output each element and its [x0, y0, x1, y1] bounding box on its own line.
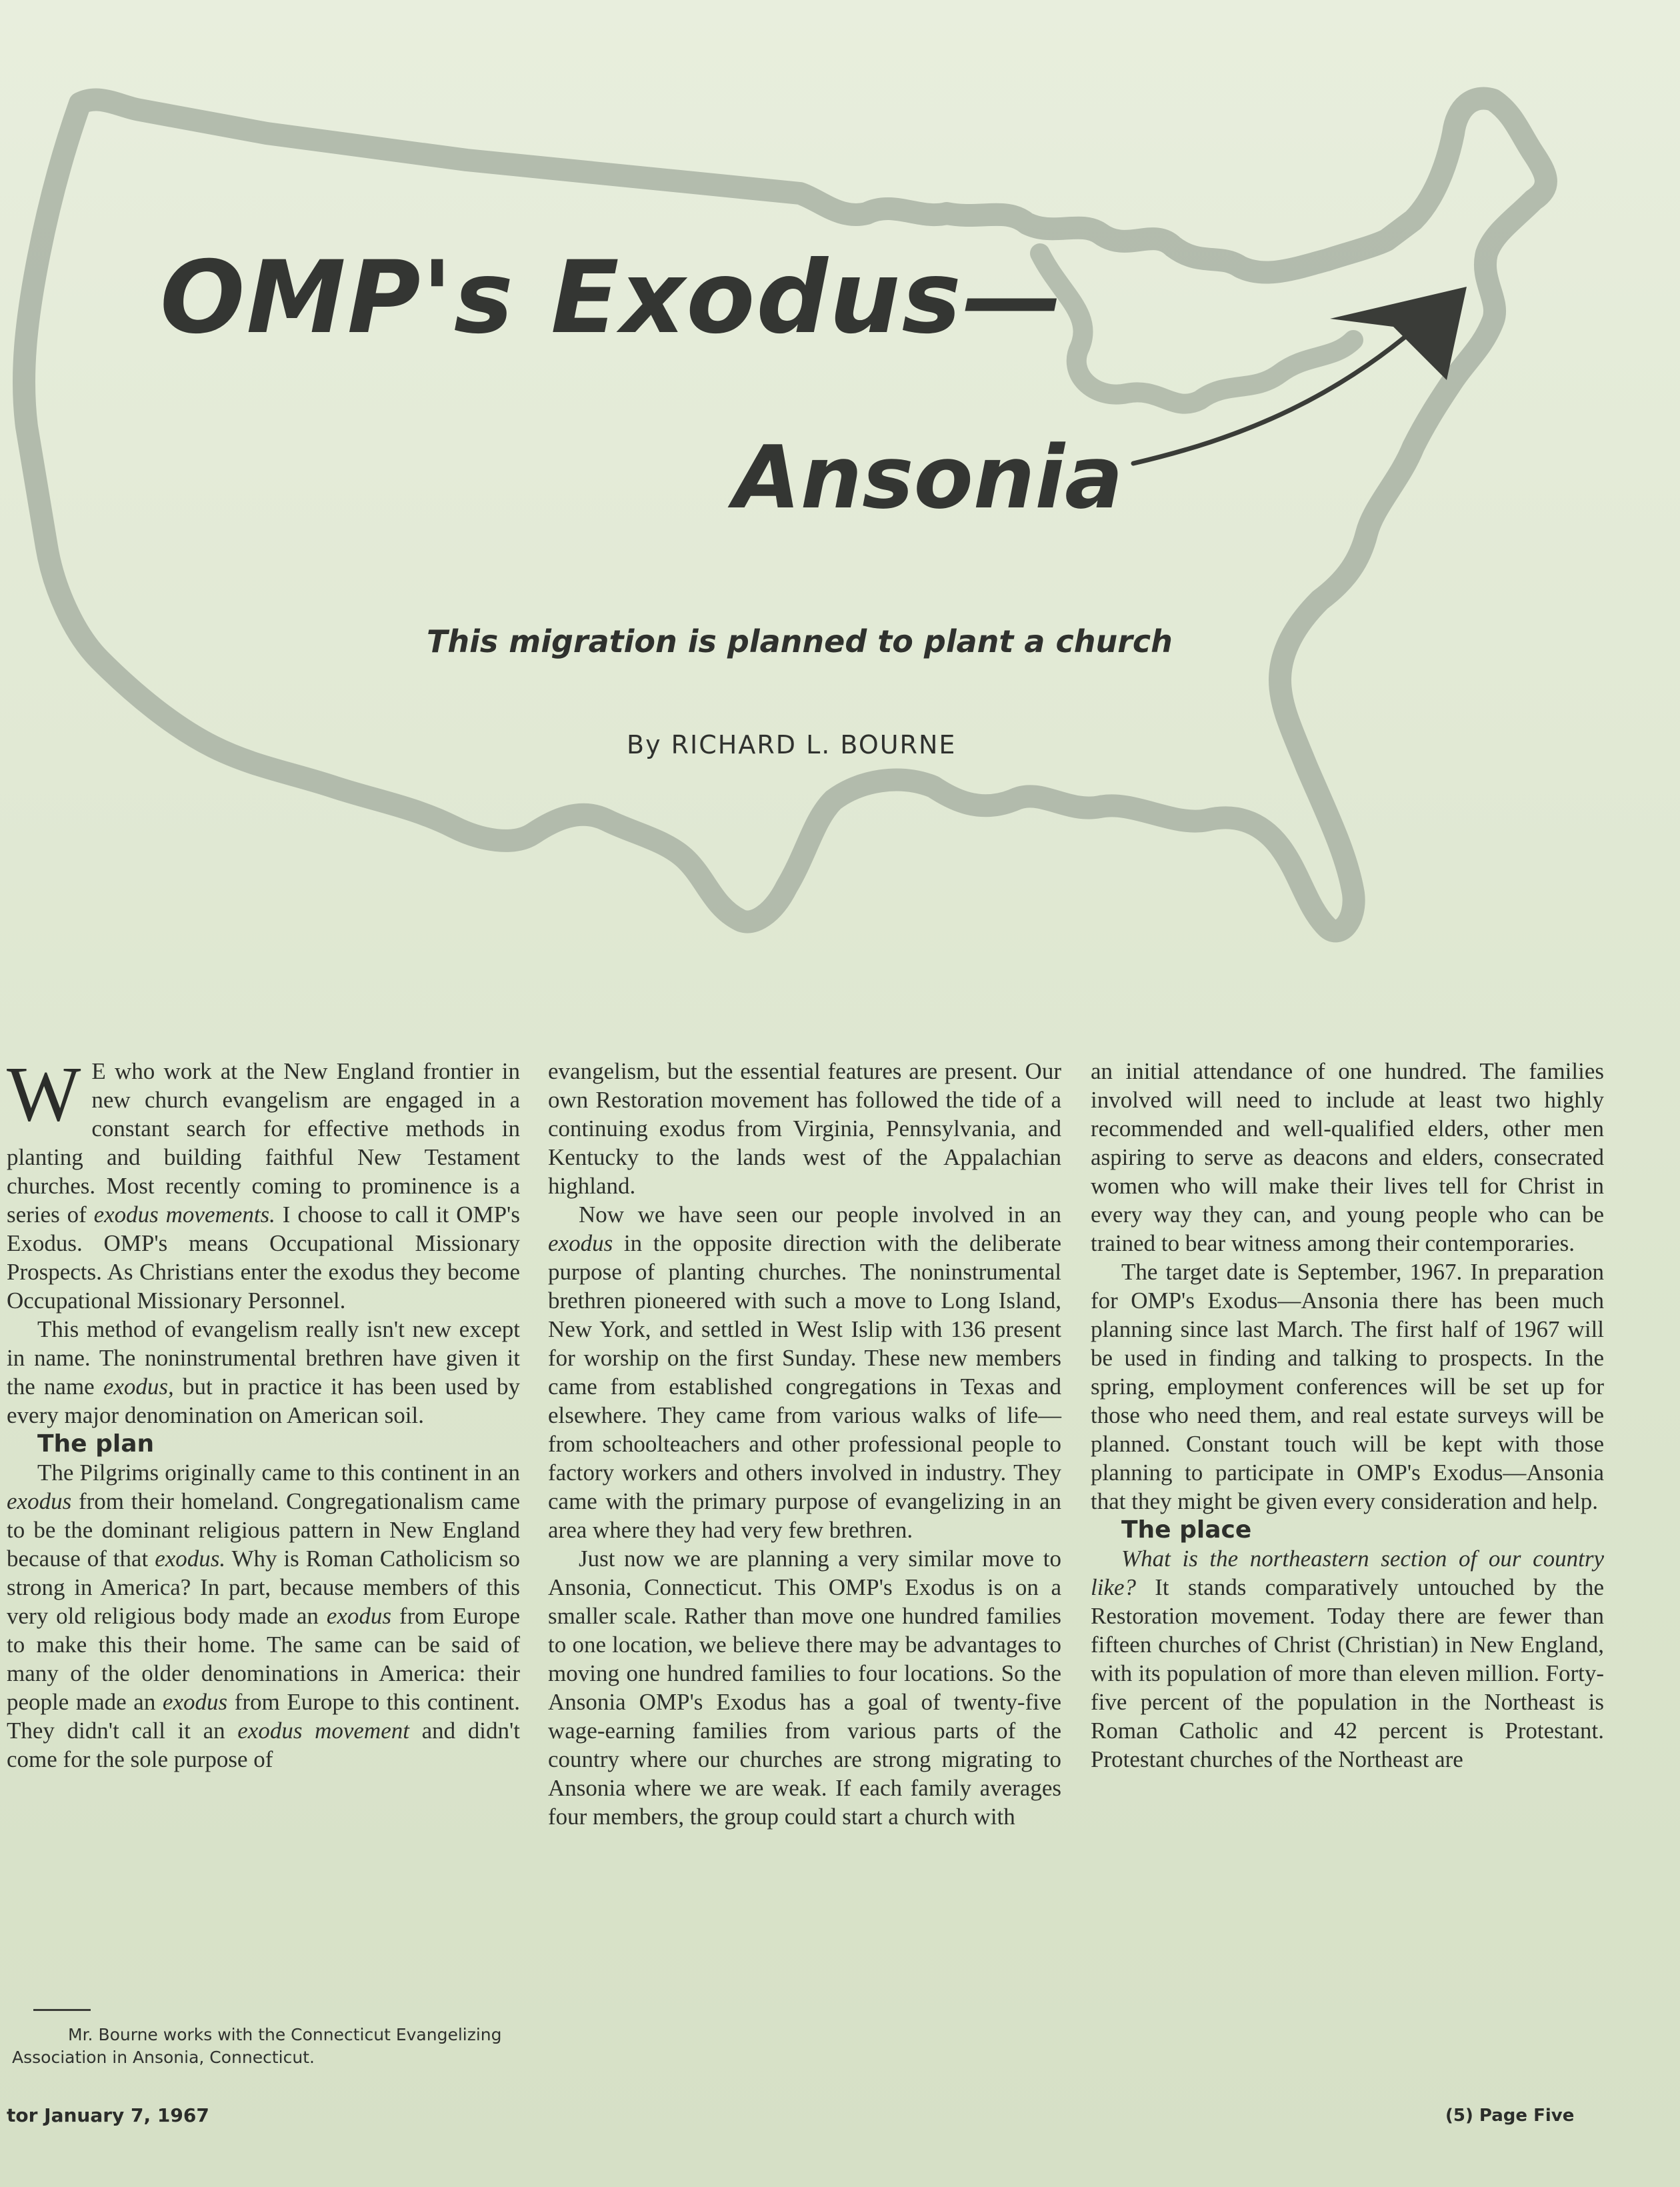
column-1 — [7, 1050, 521, 1774]
paragraph: This method of evangelism really isn't new except in name. The noninstrumental brethren have given it the name exodus, but in practice it has been used by every major denomination on American soil. — [7, 1316, 520, 1428]
paragraph: W E who work at the New England frontier in new church evangelism are engaged in a constant search for effective methods in planting and building faithful New Testament churches. Most recently coming to prominence is a series of exodus movements. I choose to call it OMP's Exodus. OMP's means Occupational Missionary Prospects. As Christians enter the exodus they become Occupational Missionary Personnel. — [7, 1050, 520, 1314]
column-2 — [548, 1057, 1061, 1831]
page-number: (5) Page Five — [1445, 2106, 1575, 2126]
footer-date: tor January 7, 1967 — [7, 2104, 209, 2126]
paragraph: Just now we are planning a very similar move to Ansonia, Connecticut. This OMP's Exodus is on a smaller scale. Rather than move one hundred families to one location, we believe there may be advantages to moving one hundred families to four locations. So the Ansonia OMP's Exodus has a goal of twenty-five wage-earning families from various parts of the country where our churches are strong migrating to Ansonia where we are weak. If each family averages four members, the group could start a church with — [548, 1546, 1061, 1830]
drop-cap: W — [7, 1050, 81, 1138]
article-subtitle: This migration is planned to plant a church — [427, 623, 1173, 659]
article-title-line2: Ansonia — [733, 427, 1123, 528]
column-3 — [1091, 1057, 1604, 1774]
paragraph: an initial attendance of one hundred. The families involved will need to include at least two highly recommended and well-qualified elders, other men aspiring to serve as deacons and elders, consecrated women who will make their lives tell for Christ in every way they can, and young people who can be trained to bear witness among their contemporaries. — [1091, 1058, 1604, 1256]
paragraph: The Pilgrims originally came to this continent in an exodus from their homeland. Congregationalism came to be the dominant religious pattern in New England because of that exodus. Why is Roman Catholicism so strong in America? In part, because members of this very old religious body made an exodus from Europe to make this their home. The same can be said of many of the older denominations in America: their people made an exodus from Europe to this continent. They didn't call it an exodus movement and didn't come for the sole purpose of — [7, 1460, 521, 1772]
article-byline: By RICHARD L. BOURNE — [627, 730, 957, 759]
paragraph: The target date is September, 1967. In preparation for OMP's Exodus—Ansonia there has been much planning since last March. The first half of 1967 will be used in finding and talking to prospects. In the spring, employment conferences will be set up for those who need them, and real estate surveys will be planned. Constant touch will be kept with those planning to participate in OMP's Exodus—Ansonia that they might be given every consideration and help. — [1091, 1259, 1604, 1514]
section-heading-place: The place — [1121, 1516, 1252, 1544]
paragraph: Now we have seen our people involved in an exodus in the opposite direction with the deliberate purpose of planting churches. The noninstrumental brethren pioneered with such a move to Long Island, New York, and settled in West Islip with 136 present for worship on the first Sunday. These new members came from established congregations in Texas and elsewhere. They came from various walks of life—from schoolteachers and other professional people to factory workers and others involved in industry. They came with the primary purpose of evangelizing in an area where they had very few brethren. — [548, 1202, 1061, 1543]
author-footnote: Mr. Bourne works with the Connecticut Evangelizing Association in Ansonia, Connecticut. — [12, 2025, 502, 2067]
article-title-line1: OMP's Exodus— — [160, 240, 1064, 356]
paragraph: evangelism, but the essential features are present. Our own Restoration movement has followed the tide of a continuing exodus from Virginia, Pennsylvania, and Kentucky to the lands west of the Appalachian highland. — [548, 1058, 1061, 1199]
footnote-rule — [33, 2009, 91, 2011]
paragraph: What is the northeastern section of our country like? It stands comparatively untouched by the Restoration movement. Today there are fewer than fifteen churches of Christ (Christian) in New England, with its population of more than eleven million. Forty-five percent of the population in the Northeast is Roman Catholic and 42 percent is Protestant. Protestant churches of the Northeast are — [1091, 1546, 1604, 1772]
section-heading-plan: The plan — [37, 1430, 155, 1458]
